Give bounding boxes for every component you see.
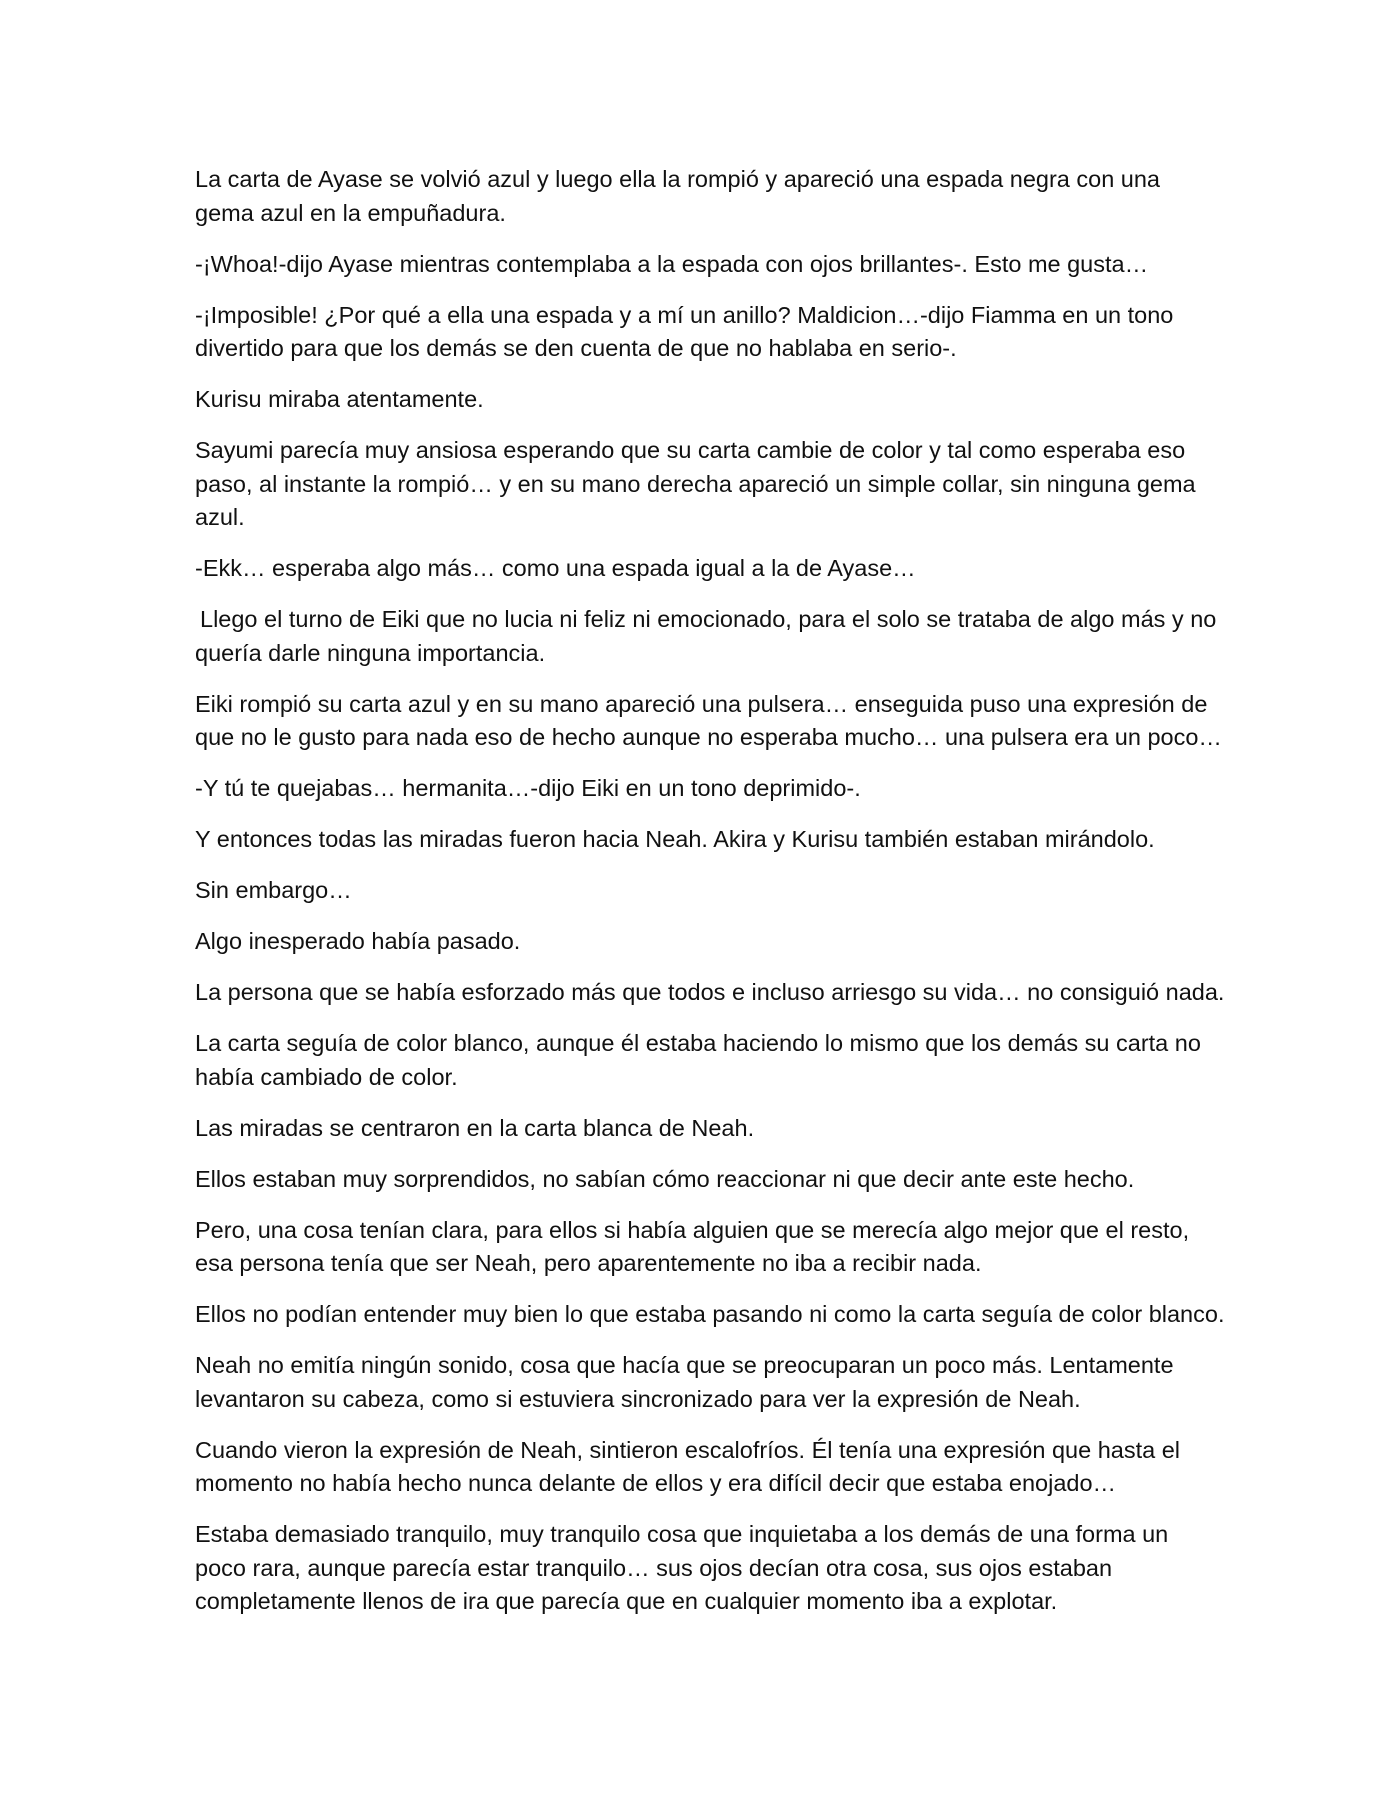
paragraph: Eiki rompió su carta azul y en su mano apareció una pulsera… enseguida puso una expresión de que no le gusto para nada eso de hecho aunque no esperaba mucho… una pulsera era un poco… [195, 690, 1222, 750]
paragraph: -¡Whoa!-dijo Ayase mientras contemplaba a la espada con ojos brillantes-. Esto me gusta… [195, 250, 1149, 277]
paragraph: Kurisu miraba atentamente. [195, 386, 484, 412]
paragraph: Algo inesperado había pasado. [195, 928, 521, 954]
paragraph: Ellos estaban muy sorprendidos, no sabían cómo reaccionar ni que decir ante este hecho. [195, 1165, 1135, 1192]
paragraph: Cuando vieron la expresión de Neah, sintieron escalofríos. Él tenía una expresión que hasta el momento no había hecho nunca delante de ellos y era difícil decir que estaba enojado… [195, 1436, 1181, 1496]
paragraph: La persona que se había esforzado más que todos e incluso arriesgo su vida… no consiguió nada. [195, 979, 1225, 1005]
paragraph: Llego el turno de Eiki que no lucia ni feliz ni emocionado, para el solo se trataba de algo más y no quería darle ninguna importancia. [195, 606, 1217, 666]
paragraph: La carta de Ayase se volvió azul y luego ella la rompió y apareció una espada negra con una gema azul en la empuñadura. [195, 166, 1161, 226]
paragraph: -¡Imposible! ¿Por qué a ella una espada y a mí un anillo? Maldicion…-dijo Fiamma en un tono divertido para que los demás se den cuenta de que no hablaba en serio-. [195, 301, 1174, 361]
paragraph: Sin embargo… [195, 877, 352, 903]
paragraph: Neah no emitía ningún sonido, cosa que hacía que se preocuparan un poco más. Lentamente levantaron su cabeza, como si estuviera sincronizado para ver la expresión de Neah. [195, 1352, 1174, 1412]
paragraph: -Ekk… esperaba algo más… como una espada igual a la de Ayase… [195, 555, 916, 581]
paragraph: Estaba demasiado tranquilo, muy tranquilo cosa que inquietaba a los demás de una forma un poco rara, aunque parecía estar tranquilo… sus ojos decían otra cosa, sus ojos estaban completamente llenos de ira que parecía que en cualquier momento iba a explotar. [195, 1521, 1169, 1614]
paragraph: La carta seguía de color blanco, aunque él estaba haciendo lo mismo que los demás su carta no había cambiado de color. [195, 1030, 1201, 1090]
document-body [195, 163, 1225, 1636]
paragraph: Ellos no podían entender muy bien lo que estaba pasando ni como la carta seguía de color blanco. [195, 1301, 1225, 1327]
paragraph: Sayumi parecía muy ansiosa esperando que su carta cambie de color y tal como esperaba eso paso, al instante la rompió… y en su mano derecha apareció un simple collar, sin ninguna gema azul. [195, 437, 1196, 530]
paragraph: Y entonces todas las miradas fueron hacia Neah. Akira y Kurisu también estaban mirándolo. [195, 826, 1155, 852]
paragraph: Las miradas se centraron en la carta blanca de Neah. [195, 1114, 755, 1141]
paragraph: -Y tú te quejabas… hermanita…-dijo Eiki en un tono deprimido-. [195, 775, 861, 801]
paragraph: Pero, una cosa tenían clara, para ellos si había alguien que se merecía algo mejor que el resto, esa persona tenía que ser Neah, pero aparentemente no iba a recibir nada. [195, 1216, 1190, 1276]
